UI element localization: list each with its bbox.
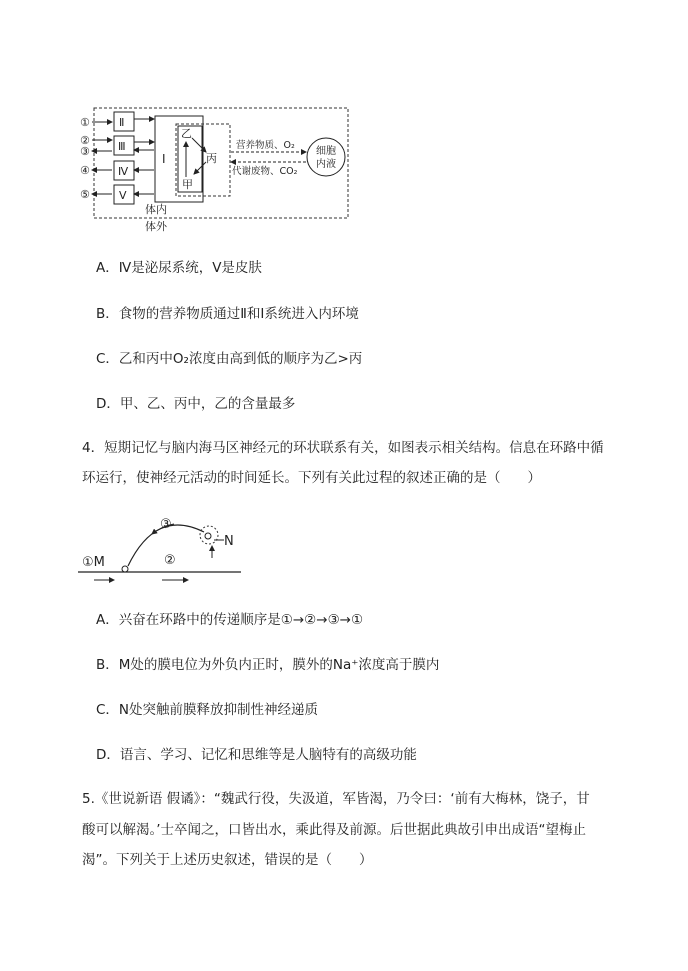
q4-option-d: D．语言、学习、记忆和思维等是人脑特有的高级功能	[96, 747, 417, 763]
label-2: ②	[164, 553, 176, 568]
fluid-yi: 乙	[181, 127, 192, 140]
q4-option-a: A．兴奋在环路中的传递顺序是①→②→③→①	[96, 612, 364, 628]
input-label-1: ①	[80, 116, 90, 129]
cell-fluid-line1: 细胞	[316, 146, 336, 157]
inside-label: 体内	[145, 203, 167, 216]
neuron-loop-diagram	[76, 508, 256, 583]
fluid-jia: 甲	[182, 178, 193, 191]
cell-fluid-line2: 内液	[316, 159, 336, 170]
input-label-4: ④	[80, 164, 90, 177]
q4-option-c: C．N处突触前膜释放抑制性神经递质	[96, 702, 319, 718]
organ-5: Ⅴ	[119, 189, 127, 202]
outside-label: 体外	[145, 220, 167, 233]
q3-option-b: B．食物的营养物质通过Ⅱ和Ⅰ系统进入内环境	[96, 306, 359, 322]
label-N: N	[224, 534, 234, 549]
fluid-bing: 丙	[206, 152, 217, 165]
organ-2: Ⅱ	[119, 116, 125, 129]
q4-stem-line1: 4．短期记忆与脑内海马区神经元的环状联系有关，如图表示相关结构。信息在环路中循	[82, 440, 604, 456]
label-1M: ①M	[82, 555, 105, 570]
system-1-label: Ⅰ	[162, 152, 166, 166]
q3-option-a: A．Ⅳ是泌尿系统，Ⅴ是皮肤	[96, 260, 262, 276]
input-label-5: ⑤	[80, 188, 90, 201]
q5-stem-line2: 酸可以解渴。’士卒闻之，口皆出水，乘此得及前源。后世据此典故引申出成语“望梅止	[82, 822, 587, 838]
nutrients-label: 营养物质、O₂	[236, 140, 295, 151]
q3-option-c: C．乙和丙中O₂浓度由高到低的顺序为乙>丙	[96, 351, 363, 367]
q4-stem-line2: 环运行，使神经元活动的时间延长。下列有关此过程的叙述正确的是（ ）	[82, 470, 541, 486]
q5-stem-line3: 渴”。下列关于上述历史叙述，错误的是（ ）	[82, 852, 373, 868]
q4-option-b: B．M处的膜电位为外负内正时，膜外的Na⁺浓度高于膜内	[96, 657, 440, 673]
organ-4: Ⅳ	[118, 165, 129, 178]
waste-label: 代谢废物、CO₂	[232, 166, 298, 177]
q3-option-d: D．甲、乙、丙中，乙的含量最多	[96, 396, 296, 412]
label-3: ③	[160, 517, 172, 532]
organ-3: Ⅲ	[118, 140, 126, 153]
internal-environment-diagram	[76, 100, 356, 235]
input-label-2: ②	[80, 134, 90, 147]
input-label-3: ③	[80, 145, 90, 158]
q5-stem-line1: 5.《世说新语 假谲》：“魏武行役，失汲道，军皆渴，乃令曰：‘前有大梅林，饶子，甘	[82, 791, 590, 807]
